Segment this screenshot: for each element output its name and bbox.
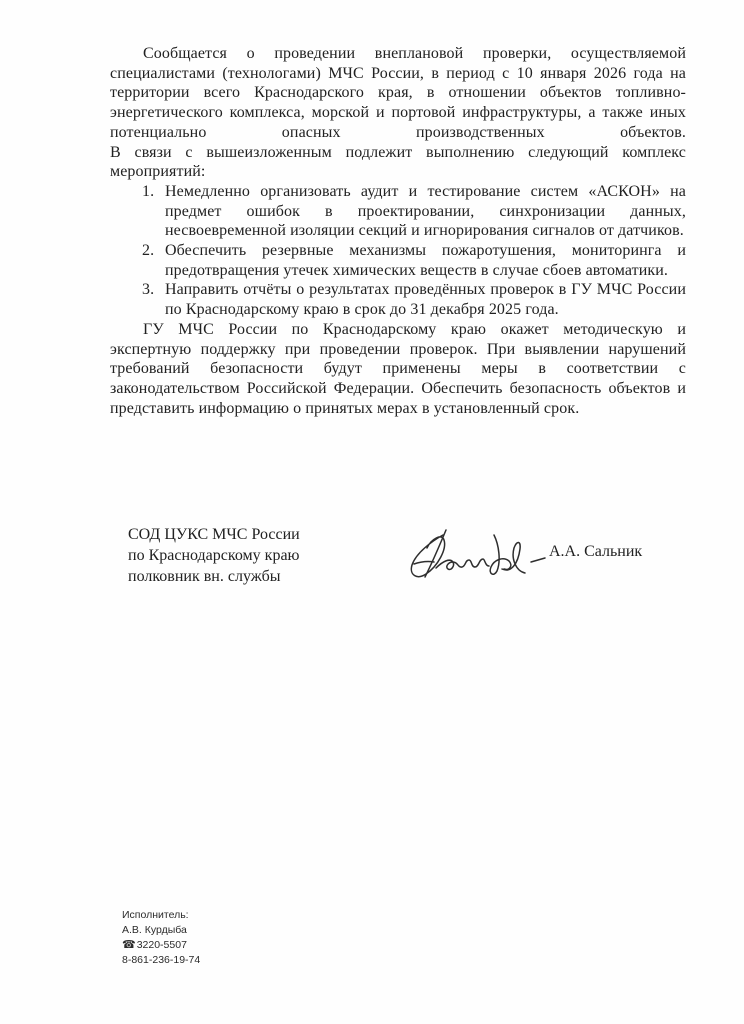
executor-block — [122, 908, 200, 968]
phone-icon: ☎ — [122, 939, 136, 951]
paragraph-support: ГУ МЧС России по Краснодарскому краю окажет методическую и экспертную поддержку при проведении проверок. При выявлении нарушений требований безопасности будут применены меры в соответствии с законодательством Российской Федерации. Обеспечить безопасность объектов и представить информацию о принятых мерах в установленный срок. — [110, 320, 686, 417]
list-item-text: Обеспечить резервные механизмы пожаротушения, мониторинга и предотвращения утечек химических веществ в случае сбоев автоматики. — [165, 242, 686, 279]
paragraph-announcement: Сообщается о проведении внеплановой проверки, осуществляемой специалистами (технологами) МЧС России, в период с 10 января 2026 года на территории всего Краснодарского края, в отношении объектов топливно-энергетического комплекса, морской и портовой инфраструктуры, а также иных потенциально опасных производственных объектов. — [110, 45, 686, 141]
list-item — [110, 182, 686, 241]
letter-body — [110, 44, 686, 418]
signer-title-line: по Краснодарскому краю — [128, 547, 300, 564]
internal-phone-number: 3220-5507 — [136, 939, 187, 951]
paragraph-measures-intro: В связи с вышеизложенным подлежит выполнению следующий комплекс мероприятий: — [110, 143, 686, 181]
list-item-number: 3. — [142, 281, 155, 299]
executor-internal-phone — [122, 938, 200, 953]
list-item-text: Направить отчёты о результатах проведённых проверок в ГУ МЧС России по Краснодарскому краю в срок до 31 декабря 2025 года. — [165, 281, 686, 319]
signer-title-block — [128, 524, 300, 587]
signer-title-line: СОД ЦУКС МЧС России — [128, 526, 300, 543]
executor-city-phone: 8-861-236-19-74 — [122, 954, 201, 966]
signer-name: А.А. Сальник — [549, 543, 643, 560]
list-item — [110, 280, 686, 319]
signer-title-line: полковник вн. службы — [128, 568, 281, 585]
list-item-number: 1. — [142, 182, 155, 200]
handwritten-signature-image — [398, 518, 548, 596]
list-item-text: Немедленно организовать аудит и тестирование систем «АСКОН» на предмет ошибок в проектировании, синхронизации данных, несвоевременной изоляции секций и игнорирования сигналов от датчиков. — [165, 182, 686, 240]
list-item-number: 2. — [142, 242, 155, 260]
measures-list — [110, 182, 686, 320]
executor-name: А.В. Курдыба — [122, 924, 187, 936]
executor-label: Исполнитель: — [122, 909, 189, 921]
list-item — [110, 241, 686, 280]
